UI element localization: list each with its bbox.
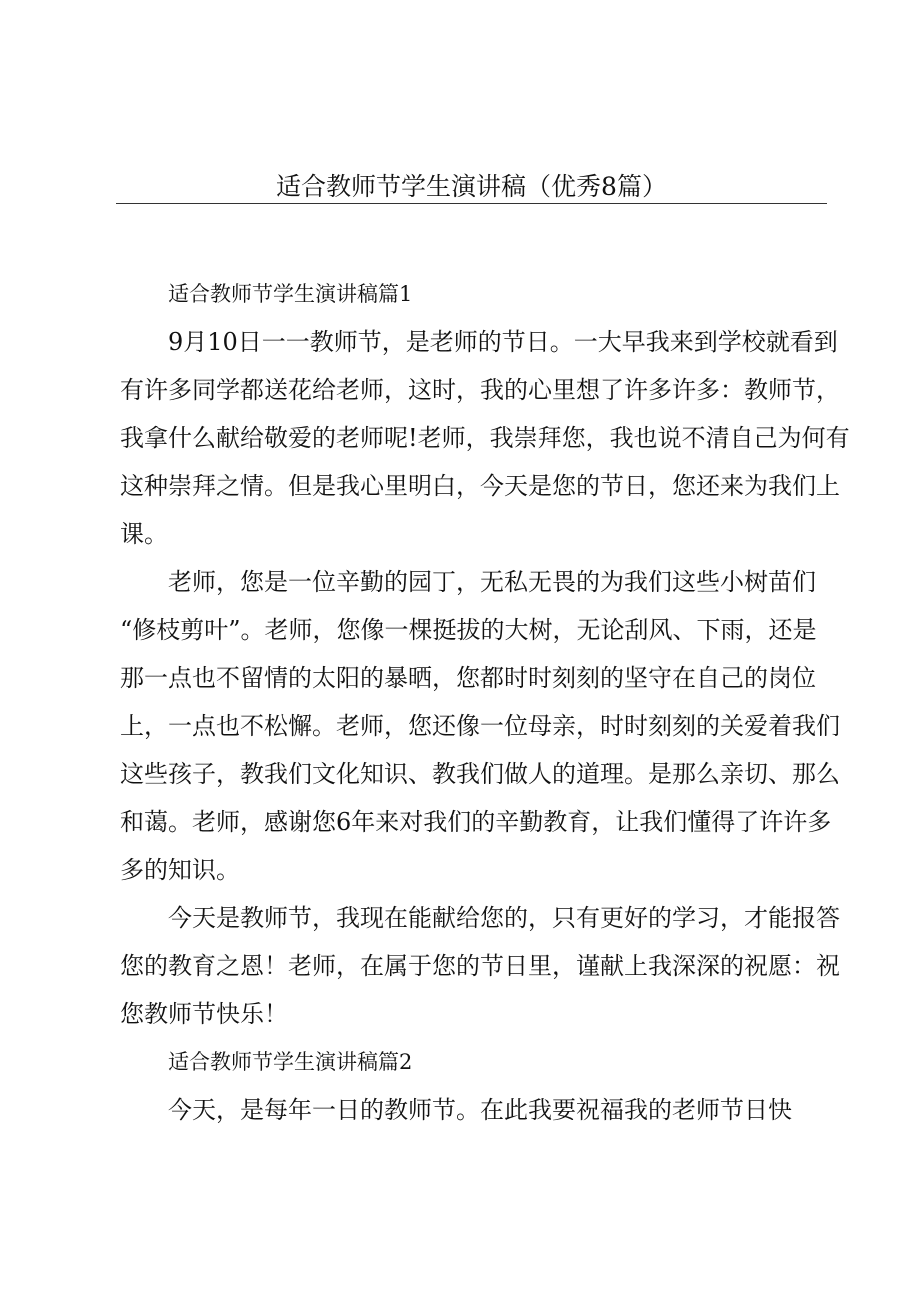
paragraph-line: 多的知识。	[120, 856, 240, 884]
paragraph-line: 有许多同学都送花给老师，这时，我的心里想了许多许多：教师节，	[120, 376, 840, 404]
paragraph-line: 您教师节快乐！	[120, 1000, 288, 1028]
paragraph-line: 这种崇拜之情。但是我心里明白，今天是您的节日，您还来为我们上	[120, 472, 840, 500]
paragraph-line: 老师，您是一位辛勤的园丁，无私无畏的为我们这些小树苗们	[168, 568, 816, 596]
section-heading: 适合教师节学生演讲稿篇2	[168, 1050, 413, 1074]
paragraph-line: 9月10日一一教师节，是老师的节日。一大早我来到学校就看到	[168, 328, 838, 356]
paragraph-line: 这些孩子，教我们文化知识、教我们做人的道理。是那么亲切、那么	[120, 760, 840, 788]
section-heading: 适合教师节学生演讲稿篇1	[168, 282, 413, 306]
paragraph-line: 和蔼。老师，感谢您6年来对我们的辛勤教育，让我们懂得了许许多	[120, 808, 832, 836]
paragraph-line: 课。	[120, 520, 168, 548]
paragraph-line: 您的教育之恩！老师，在属于您的节日里，谨献上我深深的祝愿：祝	[120, 952, 840, 980]
paragraph-line: 我拿什么献给敬爱的老师呢!老师，我崇拜您，我也说不清自己为何有	[120, 424, 850, 452]
paragraph-line: 上，一点也不松懈。老师，您还像一位母亲，时时刻刻的关爱着我们	[120, 712, 840, 740]
paragraph-line: 今天，是每年一日的教师节。在此我要祝福我的老师节日快	[168, 1096, 792, 1124]
document-title: 适合教师节学生演讲稿（优秀8篇）	[276, 172, 667, 201]
document-body	[120, 270, 850, 1134]
paragraph-line: 今天是教师节，我现在能献给您的，只有更好的学习，才能报答	[168, 904, 840, 932]
paragraph-line: “修枝剪叶”。老师，您像一棵挺拔的大树，无论刮风、下雨，还是	[120, 616, 817, 644]
paragraph-line: 那一点也不留情的太阳的暴晒，您都时时刻刻的坚守在自己的岗位	[120, 664, 816, 692]
title-underline	[116, 203, 827, 204]
